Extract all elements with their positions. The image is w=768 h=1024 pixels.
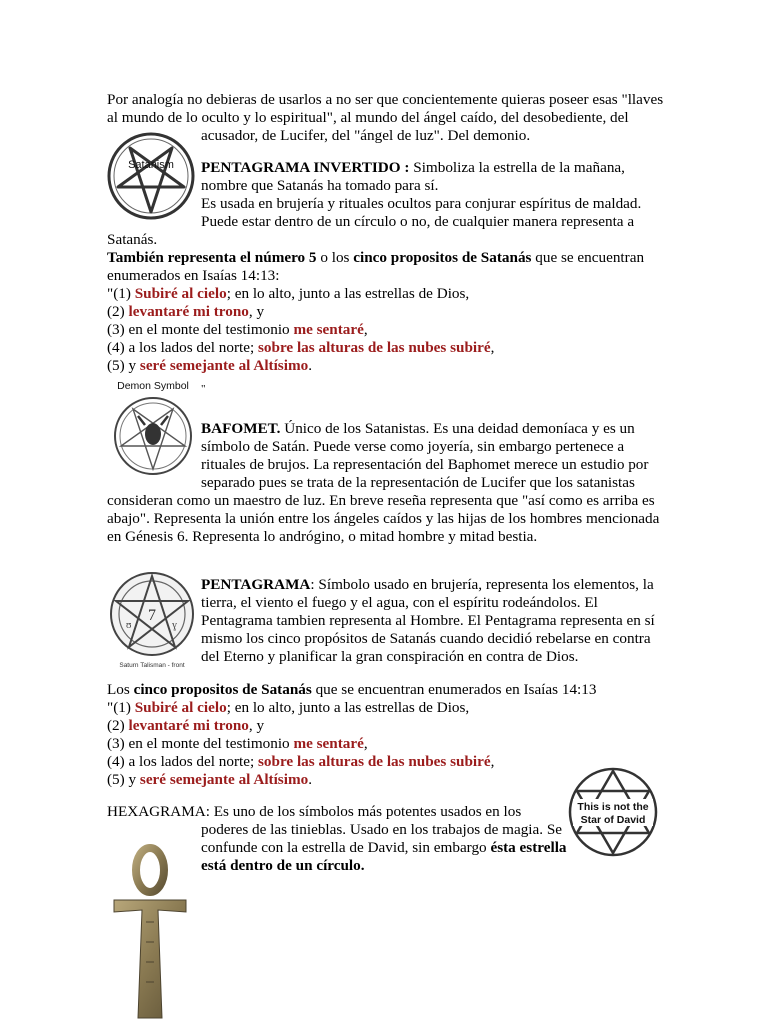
list1-item-2: [107, 302, 264, 321]
bafomet-line-4: separado pues se trata de la representación de Lucifer que los satanistas: [201, 474, 635, 491]
num5-line-1: [107, 248, 644, 267]
list2-item-5: [107, 770, 312, 789]
num5-line-2: enumerados en Isaías 14:13:: [107, 267, 280, 284]
list1-i5-pre: (5) y: [107, 357, 140, 374]
pent-inv-title: PENTAGRAMA INVERTIDO :: [201, 159, 410, 176]
pentagrama-line-4: mismo los cinco propósitos de Satanás cuando decidió rebelarse en contra: [201, 630, 651, 647]
hexagram-image: [567, 765, 659, 859]
hexagrama-text-3: confunde con la estrella de David, sin embargo: [201, 839, 491, 856]
list2-i5-pre: (5) y: [107, 771, 140, 788]
list2-i1-bold: Subiré al cielo: [134, 699, 227, 716]
num5-bold-1: También representa el número 5: [107, 249, 317, 266]
quote-mark: ": [201, 383, 206, 395]
list2-i1-post: ; en lo alto, junto a las estrellas de Dios,: [226, 699, 470, 716]
demon-symbol-caption: Demon Symbol: [117, 380, 189, 392]
bafomet-line-6: abajo". Representa la unión entre los ángeles caídos y las hijas de los hombres mencionada: [107, 510, 660, 527]
bafomet-line-5: consideran como un maestro de luz. En breve reseña representa que "así como es arriba es: [107, 492, 655, 509]
pentagrama-text: : Símbolo usado en brujería, representa los elementos, la: [310, 576, 654, 593]
pentagrama-line-2: tierra, el viento el fuego y el agua, con el espíritu rodeándolos. El: [201, 594, 598, 611]
list1-i1-bold: Subiré al cielo: [134, 285, 227, 302]
list1-i4-bold: sobre las alturas de las nubes subiré: [258, 339, 491, 356]
list2-i3-post: ,: [363, 735, 368, 752]
hexagrama-bold-4: está dentro de un círculo.: [201, 857, 365, 874]
pent-inv-line-2: nombre que Satanás ha tomado para sí.: [201, 177, 439, 194]
list1-i3-bold: me sentaré: [293, 321, 364, 338]
pentagrama-line-5: del Eterno y planificar la gran conspiración en contra de Dios.: [201, 648, 579, 665]
list1-item-1: [107, 284, 469, 303]
list1-i3-pre: (3) en el monte del testimonio: [107, 321, 294, 338]
demon-symbol-image: [108, 378, 198, 480]
intro-line-2: al mundo de lo oculto y lo espiritual", al mundo del ángel caído, del desobediente, del: [107, 109, 629, 126]
list1-i5-post: .: [308, 357, 312, 374]
list1-i2-pre: (2): [107, 303, 129, 320]
num5-bold-2: cinco propositos de Satanás: [353, 249, 532, 266]
list1-i1-post: ; en lo alto, junto a las estrellas de Dios,: [226, 285, 470, 302]
pent-inv-text: Simboliza la estrella de la mañana,: [409, 159, 625, 176]
list2-i2-bold: levantaré mi trono: [128, 717, 249, 734]
hexagrama-line-3: [201, 838, 567, 857]
saturn-talisman-image: [106, 568, 198, 672]
los-text-2: que se encuentran enumerados en Isaías 14:13: [311, 681, 597, 698]
pent-inv-line-4: Puede estar dentro de un círculo o no, de cualquier manera representa a: [201, 213, 635, 230]
hexagrama-line-4: [201, 856, 365, 875]
svg-text:7: 7: [148, 607, 156, 624]
hexagrama-bold-3: ésta estrella: [490, 839, 567, 856]
list1-i3-post: ,: [363, 321, 368, 338]
list2-item-1: [107, 698, 469, 717]
ankh-image: [110, 842, 190, 1022]
satanism-caption: Satanism: [128, 159, 174, 171]
list1-i2-bold: levantaré mi trono: [128, 303, 249, 320]
list1-i4-post: ,: [490, 339, 495, 356]
list1-i5-bold: seré semejante al Altísimo: [139, 357, 309, 374]
list2-i1-pre: "(1): [107, 699, 135, 716]
list2-item-3: [107, 734, 368, 753]
bafomet-line-1: [201, 419, 635, 438]
list2-i4-bold: sobre las alturas de las nubes subiré: [258, 753, 491, 770]
bafomet-line-7: en Génesis 6. Representa lo andrógino, o mitad hombre y mitad bestia.: [107, 528, 538, 545]
list1-item-4: [107, 338, 494, 357]
list2-i4-post: ,: [490, 753, 495, 770]
list1-i2-post: , y: [248, 303, 265, 320]
pentagrama-title: PENTAGRAMA: [201, 576, 311, 593]
bafomet-line-3: rituales de brujos. La representación del Baphomet merece un estudio por: [201, 456, 649, 473]
pent-inv-line-3: Es usada en brujería y rituales ocultos para conjurar espíritus de maldad.: [201, 195, 642, 212]
list2-i3-pre: (3) en el monte del testimonio: [107, 735, 294, 752]
hexagram-caption-1: This is not the: [577, 801, 649, 813]
satanism-pentagram-image: [105, 130, 197, 222]
list2-i3-bold: me sentaré: [293, 735, 364, 752]
list2-i2-post: , y: [248, 717, 265, 734]
list2-i2-pre: (2): [107, 717, 129, 734]
intro-line-1: Por analogía no debieras de usarlos a no ser que concientemente quieras poseer esas "llaves: [107, 91, 664, 108]
pent-inv-line-1: [201, 158, 625, 177]
los-text-1: Los: [107, 681, 134, 698]
num5-text-1: o los: [316, 249, 354, 266]
list2-i5-bold: seré semejante al Altísimo: [139, 771, 309, 788]
list2-i5-post: .: [308, 771, 312, 788]
pent-inv-line-5: Satanás.: [107, 231, 158, 248]
intro-line-3: acusador, de Lucifer, del "ángel de luz". Del demonio.: [201, 127, 531, 144]
hexagrama-line-2: poderes de las tinieblas. Usado en los trabajos de magia. Se: [201, 821, 563, 838]
list2-item-2: [107, 716, 264, 735]
list2-item-4: [107, 752, 494, 771]
pentagrama-line-3: Pentagrama tambien representa al Hombre. El Pentagrama representa en sí: [201, 612, 655, 629]
svg-text:ɣ: ɣ: [172, 620, 177, 631]
bafomet-line-2: símbolo de Satán. Puede verse como joyería, sin embargo pertenece a: [201, 438, 625, 455]
list1-i4-pre: (4) a los lados del norte;: [107, 339, 258, 356]
list2-i4-pre: (4) a los lados del norte;: [107, 753, 258, 770]
bafomet-text: Único de los Satanistas. Es una deidad demoníaca y es un: [280, 420, 635, 437]
los-bold: cinco propositos de Satanás: [133, 681, 312, 698]
num5-text-2: que se encuentran: [531, 249, 645, 266]
hexagram-caption-2: Star of David: [580, 814, 646, 826]
bafomet-title: BAFOMET.: [201, 420, 281, 437]
svg-text:ʊ: ʊ: [126, 620, 132, 631]
saturn-caption: Saturn Talisman - front: [119, 662, 185, 669]
list1-item-3: [107, 320, 368, 339]
los-line: [107, 680, 596, 699]
list1-i1-pre: "(1): [107, 285, 135, 302]
hexagrama-line-1: HEXAGRAMA: Es uno de los símbolos más potentes usados en los: [107, 803, 522, 820]
pentagrama-line-1: [201, 575, 654, 594]
list1-item-5: [107, 356, 312, 375]
